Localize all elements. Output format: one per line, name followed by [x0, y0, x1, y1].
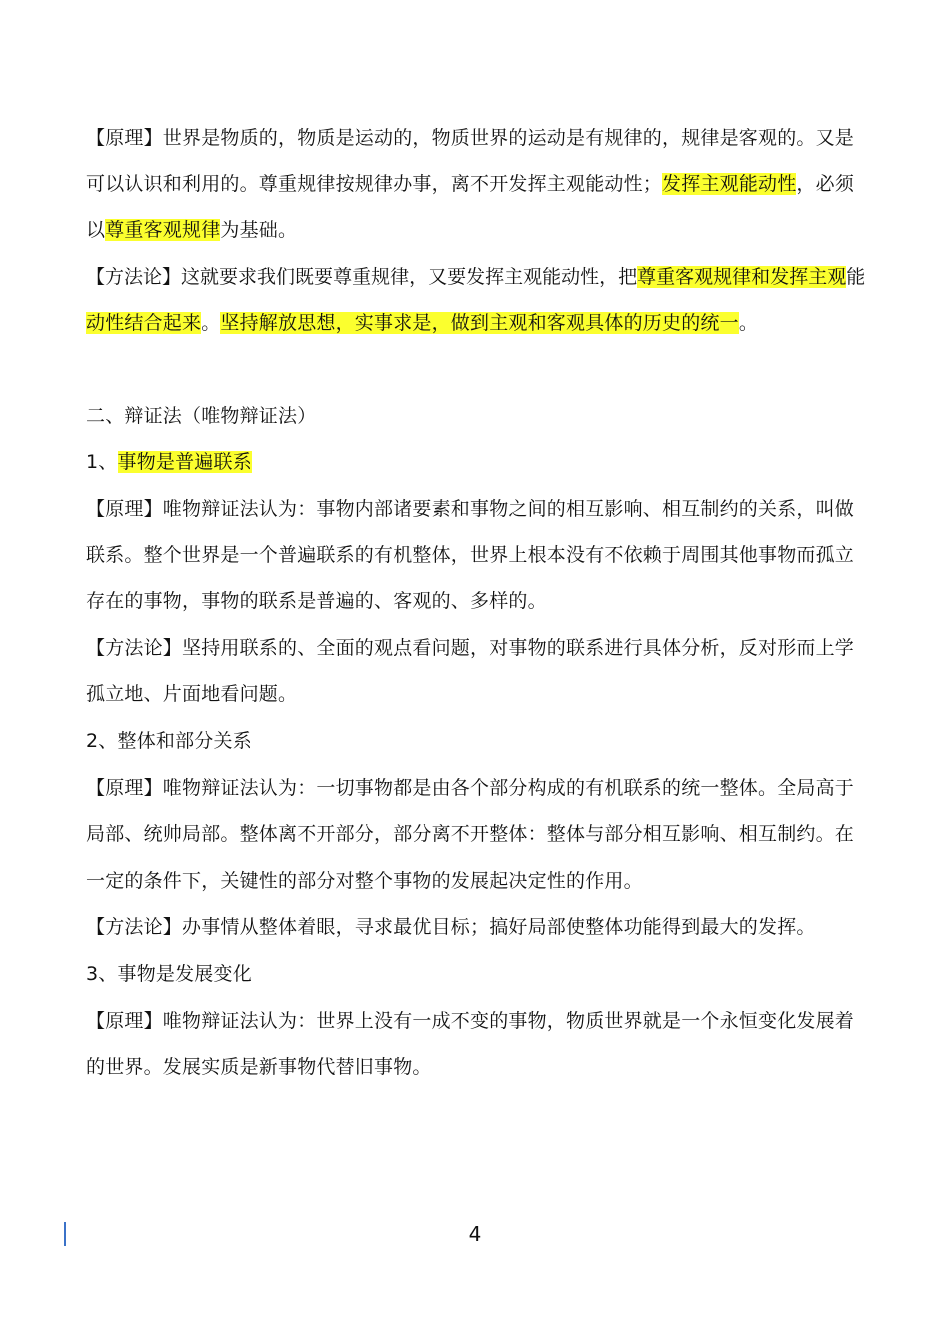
highlighted-text: 尊重客观规律和发挥主观 — [637, 266, 847, 288]
text-segment: 【方法论】这就要求我们既要尊重规律，又要发挥主观能动性，把 — [86, 266, 638, 288]
text-segment: 【方法论】坚持用联系的、全面的观点看问题，对事物的联系进行具体分析，反对形而上学 — [86, 637, 855, 659]
text-line — [86, 679, 297, 709]
page-number: 4 — [468, 1222, 482, 1246]
text-line — [86, 262, 865, 292]
text-segment: 【原理】唯物辩证法认为：世界上没有一成不变的事物，物质世界就是一个永恒变化发展着 — [86, 1010, 855, 1032]
text-line — [86, 494, 854, 524]
text-segment: 【方法论】办事情从整体着眼，寻求最优目标；搞好局部使整体功能得到最大的发挥。 — [86, 916, 816, 938]
text-segment: 。 — [201, 312, 221, 334]
text-line — [86, 215, 297, 245]
text-line — [86, 123, 854, 153]
text-segment: 2、整体和部分关系 — [86, 730, 252, 752]
text-line — [86, 169, 854, 199]
highlighted-text: 事物是普遍联系 — [117, 451, 252, 473]
text-segment: 。 — [738, 312, 759, 334]
text-line — [86, 1052, 432, 1082]
text-line — [86, 308, 758, 338]
highlighted-text: 发挥主观能动性 — [662, 173, 797, 195]
text-line — [86, 447, 252, 477]
text-line — [86, 866, 643, 896]
text-line — [86, 912, 816, 942]
text-segment: 以 — [86, 219, 106, 241]
text-segment: 【原理】世界是物质的，物质是运动的，物质世界的运动是有规律的，规律是客观的。又是 — [86, 127, 855, 149]
text-segment: 1、 — [86, 451, 118, 473]
text-segment: 存在的事物，事物的联系是普遍的、客观的、多样的。 — [86, 590, 547, 612]
text-line — [86, 586, 547, 616]
highlighted-text: 尊重客观规律 — [105, 219, 221, 241]
text-segment: 3、事物是发展变化 — [86, 963, 252, 985]
text-line — [86, 773, 854, 803]
text-line — [86, 819, 854, 849]
text-segment: 为基础。 — [220, 219, 298, 241]
text-segment: 孤立地、片面地看问题。 — [86, 683, 298, 705]
text-line — [86, 1006, 854, 1036]
text-segment: 【原理】唯物辩证法认为：一切事物都是由各个部分构成的有机联系的统一整体。全局高于 — [86, 777, 855, 799]
text-line — [86, 633, 854, 663]
text-segment: 可以认识和利用的。尊重规律按规律办事，离不开发挥主观能动性； — [86, 173, 663, 195]
text-segment: ，必须 — [796, 173, 855, 195]
text-segment: 局部、统帅局部。整体离不开部分，部分离不开整体：整体与部分相互影响、相互制约。在 — [86, 823, 855, 845]
text-segment: 能 — [846, 266, 866, 288]
text-segment: 一定的条件下，关键性的部分对整个事物的发展起决定性的作用。 — [86, 870, 643, 892]
text-line — [86, 540, 854, 570]
text-segment: 的世界。发展实质是新事物代替旧事物。 — [86, 1056, 432, 1078]
highlighted-text: 坚持解放思想，实事求是，做到主观和客观具体的历史的统一 — [220, 312, 739, 334]
highlighted-text: 动性结合起来 — [86, 312, 202, 334]
text-segment: 联系。整个世界是一个普遍联系的有机整体，世界上根本没有不依赖于周围其他事物而孤立 — [86, 544, 855, 566]
text-segment: 【原理】唯物辩证法认为：事物内部诸要素和事物之间的相互影响、相互制约的关系，叫做 — [86, 498, 855, 520]
text-line — [86, 726, 252, 756]
text-line — [86, 959, 252, 989]
text-segment: 二、辩证法（唯物辩证法） — [86, 405, 317, 427]
text-line — [86, 401, 316, 431]
